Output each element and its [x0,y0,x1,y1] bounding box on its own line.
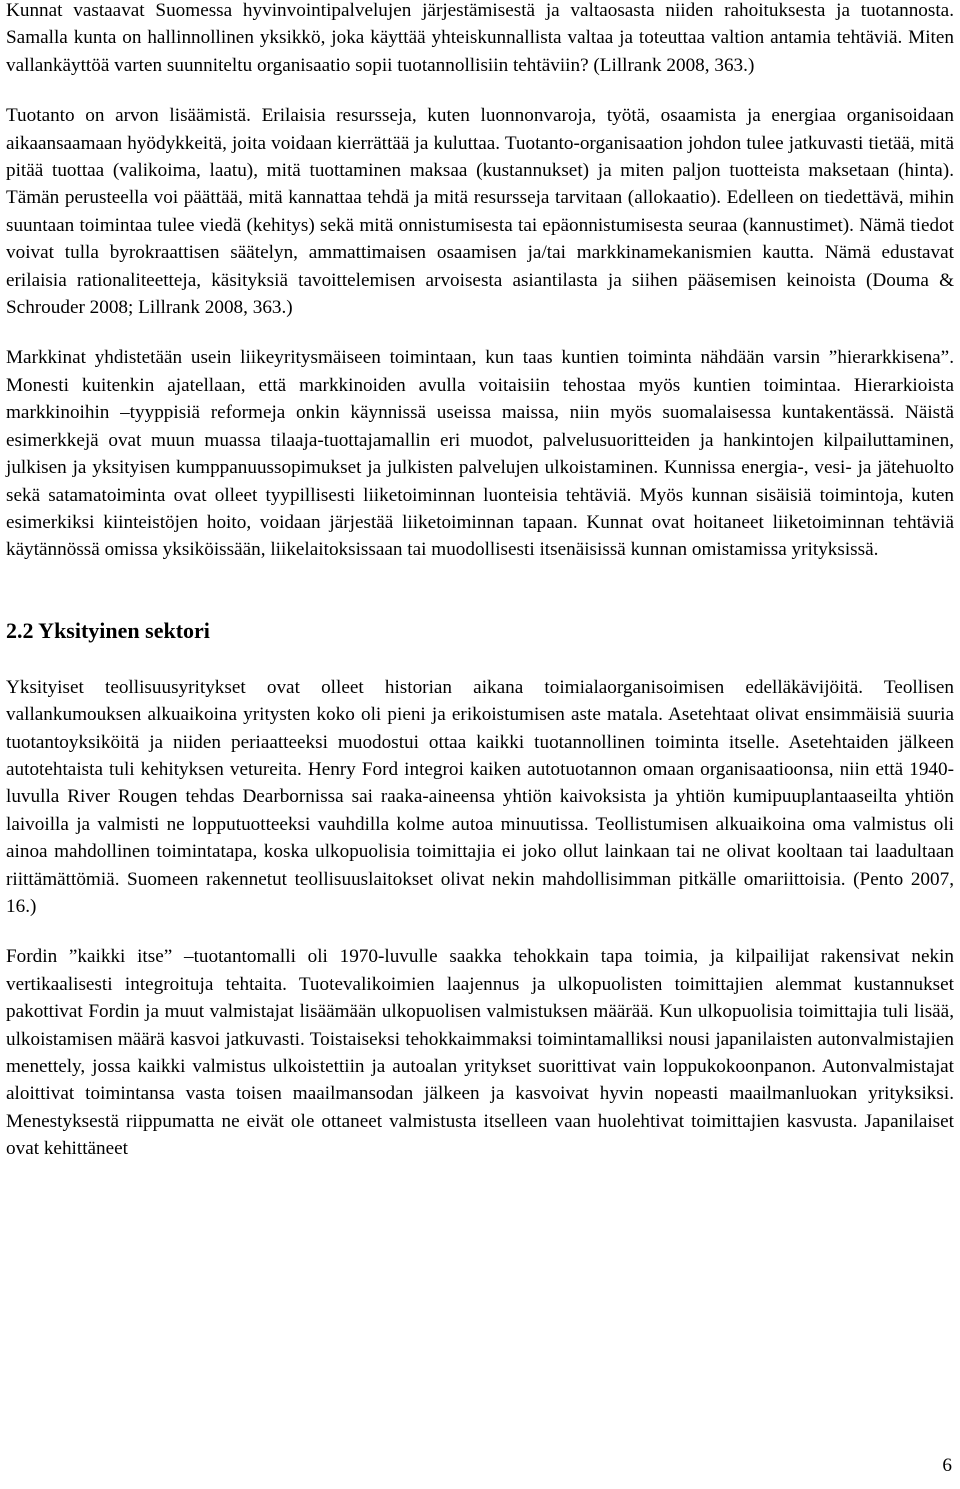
page-number: 6 [942,1455,952,1476]
paragraph-production-value: Tuotanto on arvon lisäämistä. Erilaisia resursseja, kuten luonnonvaroja, työtä, osaamista ja energiaa organisoidaan aikaansaamaan hyödykkeitä, joita voidaan kierrättää ja kuluttaa. Tuotanto-organisaation johdon tulee jatkuvasti tietää, mitä pitää tuottaa (valikoima, laatu), mitä tuottaminen maksaa (kustannukset) ja miten paljon tuotteista maksetaan (hinta). Tämän perusteella voi päättää, mitä kannattaa tehdä ja mitä resursseja tarvitaan (allokaatio). Edelleen on tiedettävä, mihin suuntaan toimintaa tulee viedä (kehitys) sekä mitä onnistumisesta tai epäonnistumisesta seuraa (kannustimet). Nämä tiedot voivat tulla byrokraattisen säätelyn, ammattimaisen osaamisen ja/tai markkinamekanismien kautta. Nämä edustavat erilaisia rationaliteetteja, käsityksiä tavoittelemisen arvoisesta asiantilasta ja siihen pääsemisen keinoista (Douma & Schrouder 2008; Lillrank 2008, 363.) [6,105,954,319]
section-heading: 2.2 Yksityinen sektori [6,617,210,643]
paragraph-municipal-services: Kunnat vastaavat Suomessa hyvinvointipalvelujen järjestämisestä ja valtaosasta niiden rahoituksesta ja tuotannosta. Samalla kunta on hallinnollinen yksikkö, joka käyttää yhteiskunnallista valtaa ja toteuttaa valtion antamia tehtäviä. Miten vallankäyttöä varten suunniteltu organisaatio sopii tuotannollisiin tehtäviin? (Lillrank 2008, 363.) [6,0,954,76]
paragraph-private-industry: Yksityiset teollisuusyritykset ovat olleet historian aikana toimialaorganisoimisen edelläkävijöitä. Teollisen vallankumouksen alkuaikoina yritysten koko oli pieni ja erikoistumisen aste matala. Asetehtaat olivat ensimmäisiä suuria tuotantoyksiköitä ja niiden periaatteeksi muodostui ottaa kaikki tuotannollinen toiminta itselle. Asetehtaiden jälkeen autotehtaista tuli kehityksen vetureita. Henry Ford integroi kaiken autotuotannon omaan organisaatioonsa, niin että 1940-luvulla River Rougen tehdas Dearbornissa sai raaka-aineensa yhtiön kaivoksista ja yhtiön kumipuuplantaaseilta yhtiön laivoilla ja valmisti ne lopputuotteeksi vauhdilla kolme autoa minuutissa. Teollistumisen alkuaikoina oma valmistus oli ainoa mahdollinen toimintatapa, koska ulkopuolisia toimittajia ei joko ollut lainkaan tai ne olivat kooltaan tai laadultaan riittämättömiä. Suomeen rakennetut teollisuuslaitokset olivat nekin mahdollisimman pitkälle omariittoisia. (Pento 2007, 16.) [6,676,954,917]
paragraph-ford-model: Fordin ”kaikki itse” –tuotantomalli oli 1970-luvulle saakka tehokkain tapa toimia, ja kilpailijat rakensivat nekin vertikaalisesti integroituja tehtaita. Tuotevalikoimien laajennus ja ulkopuolisten toimittajien alemmat kustannukset pakottivat Fordin ja muut valmistajat lisäämään ulkopuolisen valmistuksen määrää. Kun ulkopuolisia toimittajia tuli lisää, ulkoistamisen määrä kasvoi jatkuvasti. Toistaiseksi tehokkaimmaksi toimintamalliksi nousi japanilaisten autonvalmistajien menettely, jossa kaikki valmistus ulkoistettiin ja autoalan yritykset suorittivat vain loppukokoonpanon. Autonvalmistajat aloittivat toimintansa vasta toisen maailmansodan jälkeen ja kasvoivat hyvin nopeasti maailmanluokan yrityksiksi. Menestyksestä riippumatta ne eivät ole ottaneet valmistusta itselleen vaan huolehtivat toimittajien kasvusta. Japanilaiset ovat kehittäneet [6,946,954,1160]
paragraph-markets-hierarchy: Markkinat yhdistetään usein liikeyritysmäiseen toimintaan, kun taas kuntien toiminta nähdään varsin ”hierarkkisena”. Monesti kuitenkin ajatellaan, että markkinoiden avulla voitaisiin tehostaa myös kuntien toimintaa. Hierarkioista markkinoihin –tyyppisiä reformeja onkin käynnissä useissa maissa, niin myös suomalaisessa kuntakentässä. Näistä esimerkkejä ovat muun muassa tilaaja-tuottajamallin eri muodot, palvelusuoritteiden ja hankintojen kilpailuttaminen, julkisen ja yksityisen kumppanuussopimukset ja julkisten palvelujen ulkoistaminen. Kunnissa energia-, vesi- ja jätehuolto sekä satamatoiminta ovat olleet tyypillisesti liiketoiminnan luonteisia tehtäviä. Myös kunnan sisäisiä toimintoja, kuten esimerkiksi kiinteistöjen hoito, voidaan järjestää liiketoiminnan tapaan. Kunnat ovat hoitaneet liiketoiminnan tehtäviä käytännössä omissa yksiköissään, liikelaitoksissaan tai muodollisesti itsenäisissä kunnan omistamissa yrityksissä. [6,347,954,561]
document-page [6,0,954,1163]
